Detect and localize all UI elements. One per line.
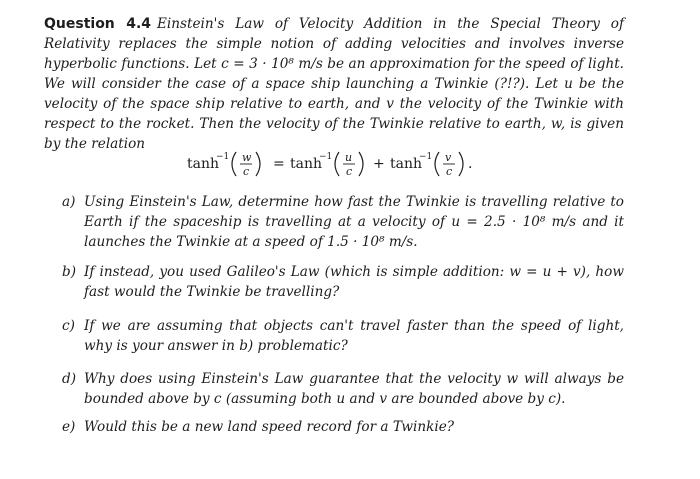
part-c	[62, 316, 624, 356]
eq-rhs1-paren-right	[359, 152, 363, 176]
part-text: Would this be a new land speed record for a Twinkie?	[84, 419, 455, 435]
eq-rhs1-exp: −1	[319, 152, 333, 162]
eq-lhs-den: c	[243, 165, 250, 178]
eq-lhs-num: w	[242, 151, 252, 164]
eq-rhs2-den: c	[446, 165, 453, 178]
eq-plus: +	[373, 156, 385, 172]
part-d	[62, 369, 624, 409]
eq-rhs2-num: v	[445, 151, 452, 164]
part-text: If we are assuming that objects can't travel faster than the speed of light, why is your answer in b) problematic?	[84, 318, 624, 354]
eq-rhs2-paren-left	[435, 152, 439, 176]
part-label: a)	[62, 194, 76, 210]
eq-period: .	[468, 156, 473, 172]
velocity-addition-equation	[0, 144, 700, 184]
eq-rhs2-func: tanh	[390, 156, 423, 172]
part-e	[62, 417, 624, 437]
part-label: d)	[62, 371, 77, 387]
part-label: b)	[62, 264, 77, 280]
eq-rhs1-paren-left	[335, 152, 339, 176]
question-intro	[44, 14, 624, 154]
part-a	[62, 192, 624, 252]
eq-equals: =	[273, 156, 285, 172]
eq-lhs-func: tanh	[187, 156, 220, 172]
eq-rhs2-exp: −1	[419, 152, 433, 162]
eq-lhs-paren-left	[232, 152, 236, 176]
part-text: Why does using Einstein's Law guarantee that the velocity w will always be bounded above by c (assuming both u and v are bounded above by c).	[84, 371, 624, 407]
eq-lhs-exp: −1	[216, 152, 230, 162]
part-text: Using Einstein's Law, determine how fast the Twinkie is travelling relative to Earth if the spaceship is travelling at a velocity of u = 2.5 · 10⁸ m/s and it launches the Twinkie at a speed of 1.5 · 10⁸ m/s.	[84, 194, 624, 250]
part-label: e)	[62, 419, 76, 435]
eq-rhs2-paren-right	[459, 152, 463, 176]
eq-lhs-paren-right	[256, 152, 260, 176]
question-heading: Question 4.4	[44, 16, 151, 32]
part-label: c)	[62, 318, 75, 334]
part-b	[62, 262, 624, 302]
question-intro-text: Einstein's Law of Velocity Addition in the Special Theory of Relativity replaces the simple notion of adding velocities and involves inverse hyperbolic functions. Let c = 3 · 10⁸ m/s be an approximation for the speed of light. We will consider the case of a space ship launching a Twinkie (?!?). Let u be the velocity of the space ship relative to earth, and v the velocity of the Twinkie with respect to the rocket. Then the velocity of the Twinkie relative to earth, w, is given by the relation	[44, 16, 624, 152]
eq-rhs1-num: u	[345, 151, 353, 164]
eq-rhs1-func: tanh	[290, 156, 323, 172]
part-text: If instead, you used Galileo's Law (which is simple addition: w = u + v), how fast would the Twinkie be travelling?	[84, 264, 624, 300]
eq-rhs1-den: c	[346, 165, 353, 178]
